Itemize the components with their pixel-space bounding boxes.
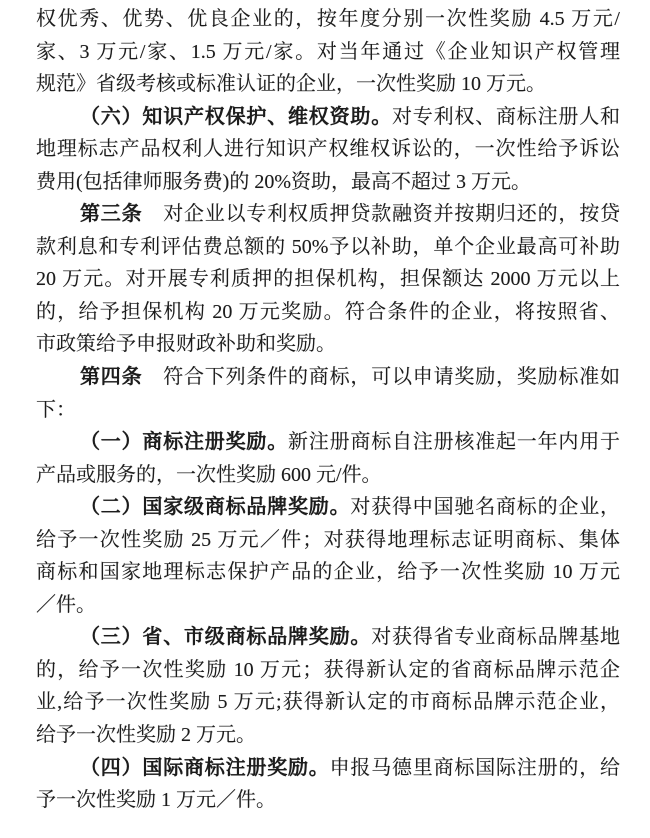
line-text: 对获得省专业商标品牌基地 <box>371 626 620 649</box>
article-heading: 第四条 <box>80 366 143 389</box>
line-text: 下： <box>36 398 76 421</box>
line-text: 业,给予一次性奖励 5 万元;获得新认定的市商标品牌示范企业， <box>36 691 620 714</box>
line-text: 20 万元。对开展专利质押的担保机构，担保额达 2000 万元以上 <box>36 268 620 291</box>
item-heading: （四）国际商标注册奖励。 <box>80 756 330 779</box>
line-text: 对企业以专利权质押贷款融资并按期归还的，按贷 <box>142 203 620 226</box>
text-line <box>36 394 620 427</box>
text-line <box>36 263 620 296</box>
text-line <box>36 133 620 166</box>
text-line <box>36 101 620 134</box>
line-text: 予一次性奖励 1 万元／件。 <box>36 789 276 812</box>
text-line <box>36 68 620 101</box>
text-line <box>36 784 620 817</box>
item-heading: （一）商标注册奖励。 <box>80 431 288 454</box>
text-line <box>36 166 620 199</box>
line-text: 对获得中国驰名商标的企业， <box>350 496 620 519</box>
text-line <box>36 198 620 231</box>
line-text: 新注册商标自注册核准起一年内用于 <box>288 431 620 454</box>
text-line <box>36 426 620 459</box>
line-text: 家、3 万元/家、1.5 万元/家。对当年通过《企业知识产权管理 <box>36 40 620 63</box>
text-line <box>36 328 620 361</box>
text-line <box>36 231 620 264</box>
text-line <box>36 491 620 524</box>
text-line <box>36 361 620 394</box>
line-text: 申报马德里商标国际注册的，给 <box>329 756 620 779</box>
item-heading: （六）知识产权保护、维权资助。 <box>80 105 392 128</box>
line-text: 符合下列条件的商标，可以申请奖励，奖励标准如 <box>142 366 620 389</box>
line-text: 的，给予一次性奖励 10 万元；获得新认定的省商标品牌示范企 <box>36 658 620 681</box>
line-text: 规范》省级考核或标准认证的企业，一次性奖励 10 万元。 <box>36 73 546 96</box>
line-text: 商标和国家地理标志保护产品的企业，给予一次性奖励 10 万元 <box>36 561 620 584</box>
text-line <box>36 719 620 752</box>
text-line <box>36 3 620 36</box>
text-line <box>36 296 620 329</box>
text-line <box>36 459 620 492</box>
text-line <box>36 654 620 687</box>
line-text: 对专利权、商标注册人和 <box>392 105 620 128</box>
article-heading: 第三条 <box>80 203 143 226</box>
text-line <box>36 36 620 69</box>
text-line <box>36 752 620 785</box>
line-text: 地理标志产品权利人进行知识产权维权诉讼的，一次性给予诉讼 <box>36 138 620 161</box>
item-heading: （二）国家级商标品牌奖励。 <box>80 496 351 519</box>
text-line <box>36 686 620 719</box>
line-text: 款利息和专利评估费总额的 50%予以补助，单个企业最高可补助 <box>36 235 620 258</box>
line-text: 费用(包括律师服务费)的 20%资助，最高不超过 3 万元。 <box>36 170 531 193</box>
text-line <box>36 621 620 654</box>
line-text: 权优秀、优势、优良企业的，按年度分别一次性奖励 4.5 万元/ <box>36 8 620 30</box>
text-line <box>36 589 620 622</box>
line-text: 给予一次性奖励 25 万元／件；对获得地理标志证明商标、集体 <box>36 528 620 551</box>
item-heading: （三）省、市级商标品牌奖励。 <box>80 626 372 649</box>
line-text: ／件。 <box>36 593 96 616</box>
text-line <box>36 556 620 589</box>
line-text: 产品或服务的，一次性奖励 600 元/件。 <box>36 463 382 486</box>
line-text: 给予一次性奖励 2 万元。 <box>36 724 256 747</box>
line-text: 市政策给予申报财政补助和奖励。 <box>36 333 336 356</box>
text-line <box>36 524 620 557</box>
line-text: 的，给予担保机构 20 万元奖励。符合条件的企业，将按照省、 <box>36 300 620 323</box>
